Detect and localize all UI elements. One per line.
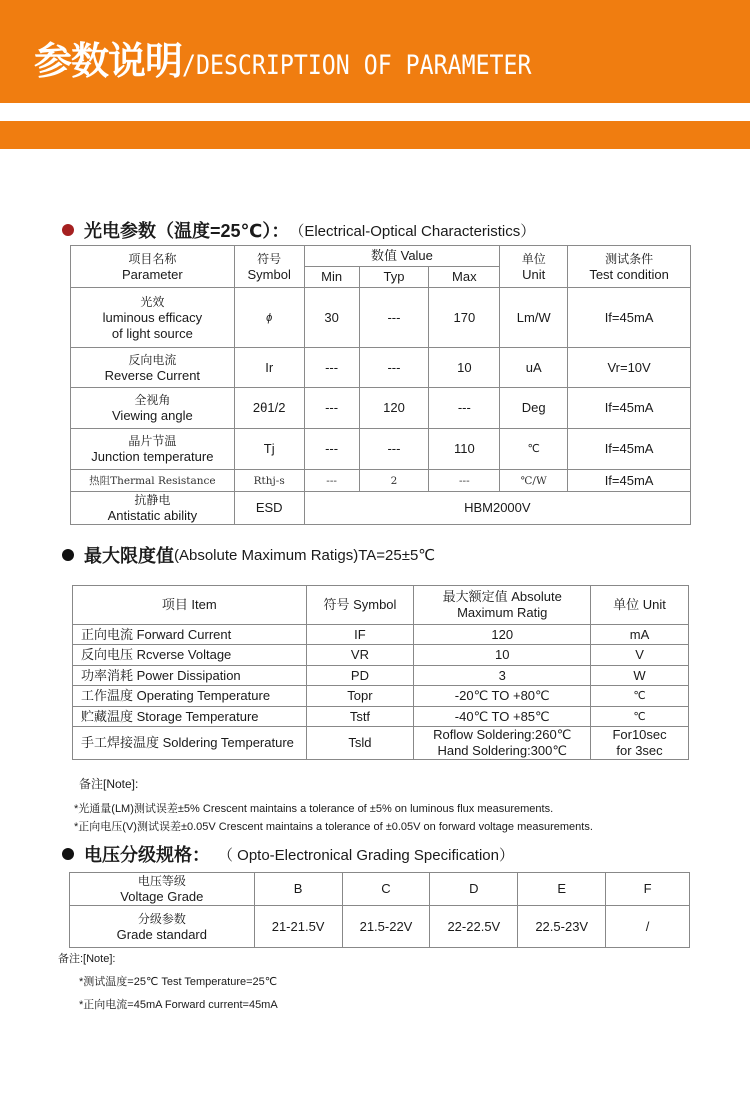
- unit-cell: ℃: [500, 429, 568, 470]
- page-title: [34, 30, 588, 85]
- table-row: [71, 470, 691, 492]
- condition-cell: If=45mA: [568, 288, 691, 348]
- unit-cell: mA: [591, 625, 689, 645]
- grade-standard-cell: 22-22.5V: [430, 906, 518, 948]
- symbol-cell: Tstf: [306, 707, 414, 727]
- rating-cell: 120: [414, 625, 591, 645]
- symbol-cell: Tsld: [306, 727, 414, 760]
- section3-title-en: （ Opto-Electronical Grading Specification）: [218, 846, 514, 864]
- table-row: [73, 707, 689, 727]
- page-title-cn: 参数说明: [34, 39, 183, 83]
- header-item: 项目 Item: [73, 586, 307, 625]
- item-cell: 功率消耗 Power Dissipation: [73, 666, 307, 686]
- symbol-cell: ESD: [234, 492, 304, 525]
- rating-cell: -20℃ TO +80℃: [414, 686, 591, 707]
- max-ratings-table: [72, 585, 689, 760]
- grade-cell: D: [430, 873, 518, 906]
- grade-cell: C: [342, 873, 430, 906]
- header-unit: 单位 Unit: [500, 246, 568, 288]
- row-label: 分级参数 Grade standard: [70, 906, 255, 948]
- section3-title-cn: 电压分级规格：: [84, 845, 210, 865]
- electrical-optical-table: [70, 245, 691, 525]
- table-row: [71, 429, 691, 470]
- unit-cell: uA: [500, 348, 568, 388]
- table-row: [73, 625, 689, 645]
- param-name: 晶片节温 Junction temperature: [71, 429, 235, 470]
- table-row: [71, 388, 691, 429]
- table-row: [73, 666, 689, 686]
- min-cell: ---: [304, 470, 359, 492]
- typ-cell: 2: [359, 470, 429, 492]
- symbol-cell: Topr: [306, 686, 414, 707]
- param-name: 光效 luminous efficacy of light source: [71, 288, 235, 348]
- section1-title-en: （Electrical-Optical Characteristics）: [289, 222, 536, 240]
- condition-cell: If=45mA: [568, 429, 691, 470]
- typ-cell: ---: [359, 348, 429, 388]
- symbol-cell: Ir: [234, 348, 304, 388]
- max-cell: 170: [429, 288, 500, 348]
- table-row: [70, 873, 690, 906]
- symbol-cell: Rthj-s: [234, 470, 304, 492]
- page-title-en: /DESCRIPTION OF PARAMETER: [182, 50, 532, 81]
- header-min: Min: [304, 267, 359, 288]
- table-row: [71, 288, 691, 348]
- bullet-icon: [62, 848, 74, 860]
- item-cell: 正向电流 Forward Current: [73, 625, 307, 645]
- table-row: [70, 906, 690, 948]
- param-name: 抗静电 Antistatic ability: [71, 492, 235, 525]
- bullet-icon: [62, 224, 74, 236]
- unit-cell: ℃/W: [500, 470, 568, 492]
- grade-cell: E: [518, 873, 606, 906]
- item-cell: 工作温度 Operating Temperature: [73, 686, 307, 707]
- header-rating: 最大额定值 Absolute Maximum Ratig: [414, 586, 591, 625]
- section1-title-cn: 光电参数（温度=25℃）：: [84, 221, 290, 241]
- header-typ: Typ: [359, 267, 429, 288]
- min-cell: ---: [304, 388, 359, 429]
- rating-cell: -40℃ TO +85℃: [414, 707, 591, 727]
- bullet-icon: [62, 549, 74, 561]
- table-row: [73, 645, 689, 666]
- grade-standard-cell: 21-21.5V: [254, 906, 342, 948]
- header-symbol: 符号 Symbol: [306, 586, 414, 625]
- symbol-cell: Tj: [234, 429, 304, 470]
- max-cell: ---: [429, 470, 500, 492]
- symbol-cell: 2θ1/2: [234, 388, 304, 429]
- symbol-cell: ɸ: [234, 288, 304, 348]
- symbol-cell: IF: [306, 625, 414, 645]
- condition-cell: If=45mA: [568, 470, 691, 492]
- unit-cell: V: [591, 645, 689, 666]
- unit-cell: Deg: [500, 388, 568, 429]
- rating-cell: 3: [414, 666, 591, 686]
- max-cell: ---: [429, 388, 500, 429]
- header-parameter: 项目名称 Parameter: [71, 246, 235, 288]
- table-row: [71, 492, 691, 525]
- header-max: Max: [429, 267, 500, 288]
- esd-value-cell: HBM2000V: [304, 492, 690, 525]
- unit-cell: Lm/W: [500, 288, 568, 348]
- note-test-temperature: *测试温度=25℃ Test Temperature=25℃: [79, 976, 278, 988]
- symbol-cell: VR: [306, 645, 414, 666]
- grade-standard-cell: 21.5-22V: [342, 906, 430, 948]
- unit-cell: ℃: [591, 707, 689, 727]
- section2-title-en: (Absolute Maximum Ratigs)TA=25±5℃: [174, 547, 436, 564]
- note-luminous-flux: *光通量(LM)测试误差±5% Crescent maintains a tolerance of ±5% on luminous flux measurements.: [74, 803, 554, 815]
- grade-cell: F: [606, 873, 690, 906]
- typ-cell: ---: [359, 429, 429, 470]
- table-row: [71, 348, 691, 388]
- table-row: [73, 727, 689, 760]
- note-forward-voltage: *正向电压(V)测试误差±0.05V Crescent maintains a tolerance of ±0.05V on forward voltage measurements.: [74, 821, 593, 833]
- note-label: 备注[Note]:: [79, 777, 139, 791]
- note-forward-current: *正向电流=45mA Forward current=45mA: [79, 999, 278, 1011]
- unit-cell: W: [591, 666, 689, 686]
- grade-cell: B: [254, 873, 342, 906]
- section-voltage-grading-title: [62, 841, 514, 867]
- symbol-cell: PD: [306, 666, 414, 686]
- section-electrical-optical-title: [62, 217, 535, 243]
- section2-title-cn: 最大限度值: [84, 546, 174, 566]
- header-unit: 单位 Unit: [591, 586, 689, 625]
- header-value: 数值 Value: [304, 246, 500, 267]
- item-cell: 贮藏温度 Storage Temperature: [73, 707, 307, 727]
- voltage-grading-table: [69, 872, 690, 948]
- max-cell: 10: [429, 348, 500, 388]
- row-label: 电压等级 Voltage Grade: [70, 873, 255, 906]
- header-symbol: 符号 Symbol: [234, 246, 304, 288]
- min-cell: 30: [304, 288, 359, 348]
- param-name: 反向电流 Reverse Current: [71, 348, 235, 388]
- unit-cell: For10sec for 3sec: [591, 727, 689, 760]
- rating-cell: 10: [414, 645, 591, 666]
- param-name: 热阻Thermal Resistance: [71, 470, 235, 492]
- min-cell: ---: [304, 348, 359, 388]
- rating-cell: Roflow Soldering:260℃ Hand Soldering:300℃: [414, 727, 591, 760]
- min-cell: ---: [304, 429, 359, 470]
- section-max-ratings-title: [62, 542, 435, 568]
- grade-standard-cell: /: [606, 906, 690, 948]
- grade-standard-cell: 22.5-23V: [518, 906, 606, 948]
- typ-cell: ---: [359, 288, 429, 348]
- item-cell: 反向电压 Rcverse Voltage: [73, 645, 307, 666]
- max-cell: 110: [429, 429, 500, 470]
- condition-cell: Vr=10V: [568, 348, 691, 388]
- header-test-condition: 测试条件 Test condition: [568, 246, 691, 288]
- param-name: 全视角 Viewing angle: [71, 388, 235, 429]
- table-row: [73, 686, 689, 707]
- condition-cell: If=45mA: [568, 388, 691, 429]
- header-stripe: [0, 121, 750, 149]
- item-cell: 手工焊接温度 Soldering Temperature: [73, 727, 307, 760]
- note-label: 备注:[Note]:: [58, 953, 116, 965]
- unit-cell: ℃: [591, 686, 689, 707]
- typ-cell: 120: [359, 388, 429, 429]
